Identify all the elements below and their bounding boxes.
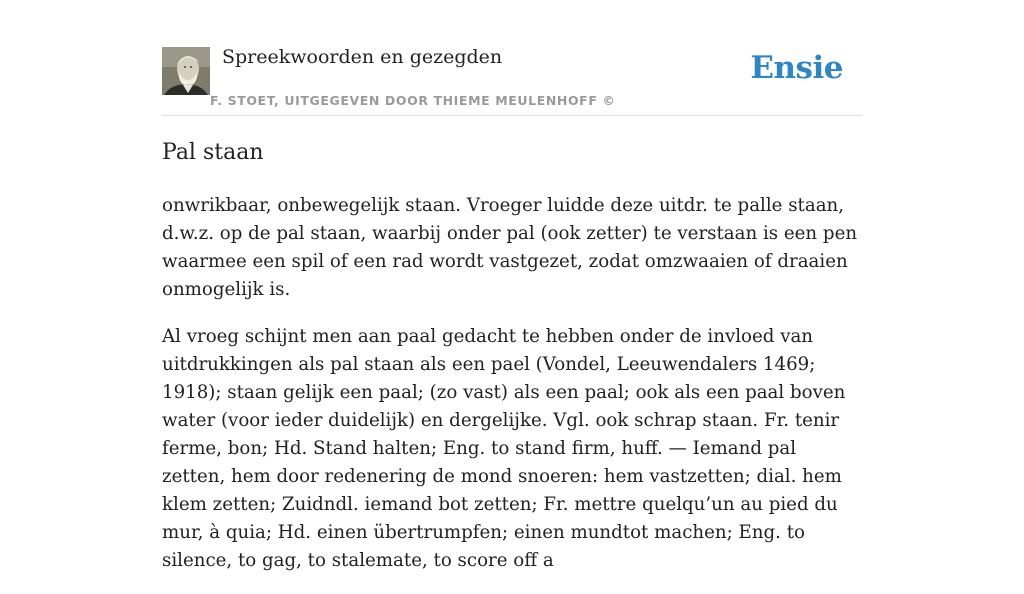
source-credit: F. STOET, UITGEGEVEN DOOR THIEME MEULENHOFF © <box>210 93 616 108</box>
author-portrait-icon <box>162 47 210 95</box>
entry-body <box>162 192 864 594</box>
author-avatar[interactable] <box>162 47 210 95</box>
entry-paragraph-2: Al vroeg schijnt men aan paal gedacht te hebben onder de invloed van uitdrukkingen als pal staan als een pael (Vondel, Leeuwendalers 1469; 1918); staan gelijk een paal; (zo vast) als een paal; ook als een paal boven water (voor ieder duidelijk) en dergelijke. Vgl. ook schrap staan. Fr. tenir ferme, bon; Hd. Stand halten; Eng. to stand firm, huff. — Iemand pal zetten, hem door redenering de mond snoeren: hem vastzetten; dial. hem klem zetten; Zuidndl. iemand bot zetten; Fr. mettre quelqu’un au pied du mur, à quia; Hd. einen übertrumpfen; einen mundtot machen; Eng. to silence, to gag, to stalemate, to score off a <box>162 326 846 571</box>
source-header <box>162 46 862 116</box>
source-title[interactable]: Spreekwoorden en gezegden <box>222 46 503 68</box>
entry-title: Pal staan <box>162 140 264 165</box>
entry-paragraph-1: onwrikbaar, onbewegelijk staan. Vroeger luidde deze uitdr. te palle staan, d.w.z. op de pal staan, waarbij onder pal (ook zetter) te verstaan is een pen waarmee een spil of een rad wordt vastgezet, zodat omzwaaien of draaien onmogelijk is. <box>162 195 858 300</box>
ensie-logo-link[interactable]: Ensie <box>750 50 843 86</box>
